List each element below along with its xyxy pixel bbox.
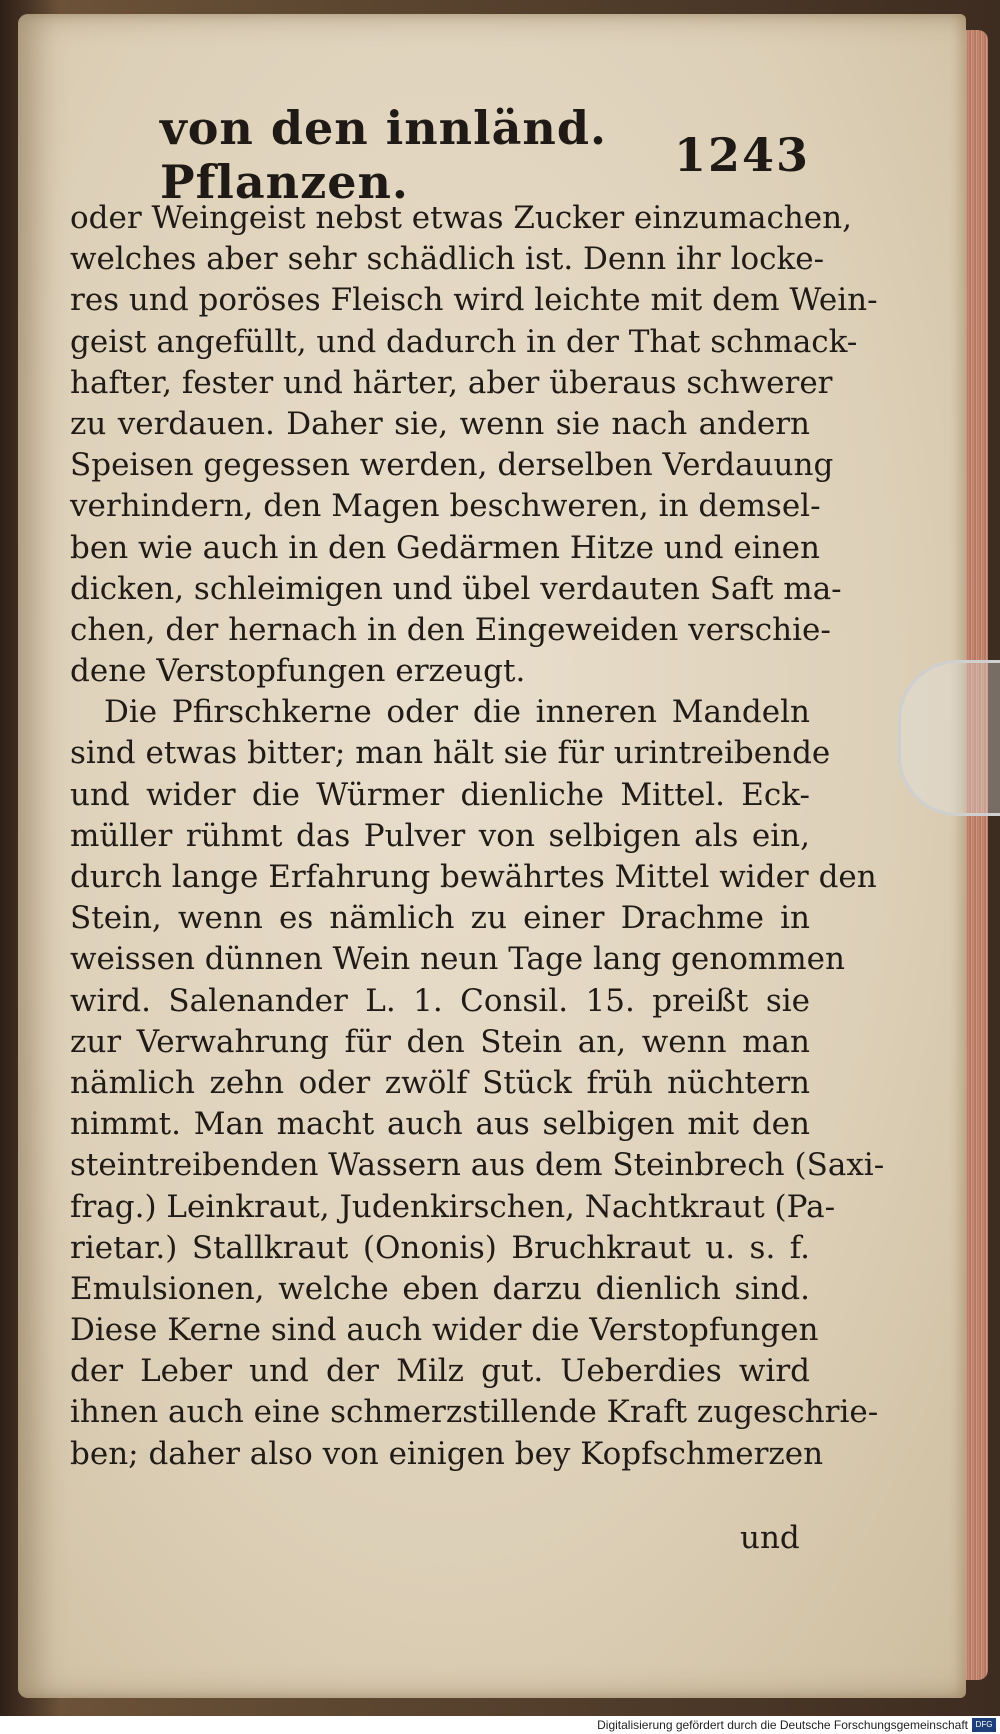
footer-credit: Digitalisierung gefördert durch die Deutsche Forschungsgemeinschaft	[597, 1718, 968, 1732]
text-line: frag.) Leinkraut, Judenkirschen, Nachtkraut (Pa-	[70, 1188, 836, 1225]
text-line: Diese Kerne sind auch wider die Verstopfungen	[70, 1312, 819, 1349]
text-line: durch lange Erfahrung bewährtes Mittel wider den	[70, 859, 877, 895]
running-head: von den innländ. Pflanzen.	[160, 101, 608, 209]
text-line: res und poröses Fleisch wird leichte mit dem Wein-	[70, 282, 878, 319]
text-line: zu verdauen. Daher sie, wenn sie nach andern	[70, 405, 810, 442]
text-line: welches aber sehr schädlich ist. Denn ihr locke-	[70, 241, 825, 278]
page-header	[160, 101, 810, 209]
text-line: nimmt. Man macht auch aus selbigen mit den	[70, 1106, 810, 1143]
text-line: sind etwas bitter; man hält sie für urintreibende	[70, 735, 831, 772]
text-line: und wider die Würmer dienliche Mittel. Eck-	[70, 776, 810, 813]
text-line: geist angefüllt, und dadurch in der That schmack-	[70, 323, 858, 360]
text-line: wird. Salenander L. 1. Consil. 15. preißt sie	[70, 982, 810, 1019]
dfg-logo: DFG	[972, 1718, 996, 1732]
text-line: ihnen auch eine schmerzstillende Kraft zugeschrie-	[70, 1394, 879, 1431]
text-line: nämlich zehn oder zwölf Stück früh nüchtern	[70, 1064, 810, 1101]
text-line: verhindern, den Magen beschweren, in demsel-	[70, 488, 821, 525]
text-line: oder Weingeist nebst etwas Zucker einzumachen,	[70, 200, 852, 236]
page-number: 1243	[673, 128, 810, 182]
text-line: weissen dünnen Wein neun Tage lang genommen	[70, 941, 845, 978]
text-line: hafter, fester und härter, aber überaus schwerer	[70, 364, 833, 401]
text-line: dene Verstopfungen erzeugt.	[70, 653, 526, 690]
text-line: Die Pfirschkerne oder die inneren Mandeln	[104, 694, 810, 731]
text-line: zur Verwahrung für den Stein an, wenn man	[70, 1023, 810, 1060]
page-tab-marker	[898, 660, 1000, 816]
text-line: Emulsionen, welche eben darzu dienlich sind.	[70, 1270, 810, 1307]
body-text	[70, 198, 885, 1475]
text-line: chen, der hernach in den Eingeweiden verschie-	[70, 611, 831, 648]
text-line: rietar.) Stallkraut (Ononis) Bruchkraut u. s. f.	[70, 1229, 810, 1266]
text-line: steintreibenden Wassern aus dem Steinbrech (Saxi-	[70, 1147, 885, 1184]
text-line: müller rühmt das Pulver von selbigen als ein,	[70, 817, 810, 854]
text-line: Stein, wenn es nämlich zu einer Drachme in	[70, 900, 810, 937]
digitization-footer	[0, 1716, 1000, 1734]
catchword: und	[740, 1520, 800, 1556]
text-line: Speisen gegessen werden, derselben Verdauung	[70, 447, 834, 484]
text-line: dicken, schleimigen und übel verdauten Saft ma-	[70, 570, 842, 607]
text-line: ben wie auch in den Gedärmen Hitze und einen	[70, 529, 820, 566]
text-line: ben; daher also von einigen bey Kopfschmerzen	[70, 1435, 824, 1472]
text-line: der Leber und der Milz gut. Ueberdies wird	[70, 1353, 810, 1390]
